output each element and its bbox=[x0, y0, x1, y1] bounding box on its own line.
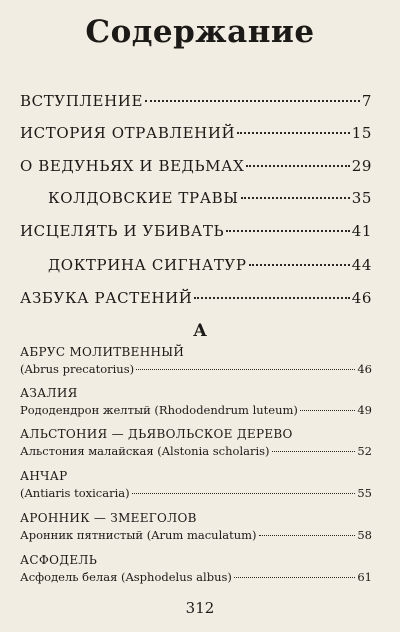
entry-subtitle: Аронник пятнистый (Arum maculatum) bbox=[20, 528, 257, 542]
entry-page: 55 bbox=[357, 486, 372, 500]
entry-heading: АРОННИК — ЗМЕЕГОЛОВ bbox=[20, 511, 197, 525]
entry-heading: АНЧАР bbox=[20, 469, 68, 483]
toc-label: КОЛДОВСКИЕ ТРАВЫ bbox=[48, 189, 239, 207]
dot-leader bbox=[300, 410, 355, 411]
toc-row bbox=[20, 92, 372, 110]
entry-row bbox=[20, 528, 372, 542]
dot-leader bbox=[194, 297, 349, 299]
entry-page: 49 bbox=[357, 403, 372, 417]
dot-leader bbox=[132, 493, 356, 494]
toc-page: 46 bbox=[351, 289, 372, 307]
entry-row bbox=[20, 403, 372, 417]
toc-page: 35 bbox=[351, 189, 372, 207]
toc-page: 15 bbox=[351, 124, 372, 142]
toc-label: АЗБУКА РАСТЕНИЙ bbox=[20, 289, 193, 307]
entry-row bbox=[20, 486, 372, 500]
toc-row bbox=[20, 124, 372, 142]
entry-row bbox=[20, 362, 372, 376]
entry-heading: АСФОДЕЛЬ bbox=[20, 553, 98, 567]
entry-subtitle: (Abrus precatorius) bbox=[20, 362, 135, 376]
entry-page: 46 bbox=[357, 362, 372, 376]
toc-page: 7 bbox=[361, 92, 372, 110]
toc-page: 41 bbox=[351, 222, 372, 240]
dot-leader bbox=[259, 535, 356, 536]
entry-page: 58 bbox=[357, 528, 372, 542]
entry-heading: АЗАЛИЯ bbox=[20, 386, 78, 400]
entry-subtitle: Рододендрон желтый (Rhododendrum luteum) bbox=[20, 403, 298, 417]
toc-row bbox=[48, 189, 372, 207]
entry-page: 61 bbox=[357, 570, 372, 584]
entry-subtitle: (Antiaris toxicaria) bbox=[20, 486, 130, 500]
page-title: Содержание bbox=[85, 14, 315, 50]
toc-page: 44 bbox=[351, 256, 372, 274]
dot-leader bbox=[226, 230, 350, 232]
dot-leader bbox=[272, 451, 356, 452]
entry-subtitle: Альстония малайская (Alstonia scholaris) bbox=[20, 444, 270, 458]
toc-row bbox=[20, 157, 372, 175]
section-letter: А bbox=[193, 321, 207, 341]
toc-row bbox=[48, 256, 372, 274]
entry-row bbox=[20, 444, 372, 458]
dot-leader bbox=[145, 100, 360, 102]
toc-label: ИСЦЕЛЯТЬ И УБИВАТЬ bbox=[20, 222, 225, 240]
toc-label: ДОКТРИНА СИГНАТУР bbox=[48, 256, 247, 274]
dot-leader bbox=[249, 264, 350, 266]
dot-leader bbox=[237, 132, 349, 134]
entry-heading: АБРУС МОЛИТВЕННЫЙ bbox=[20, 345, 185, 359]
toc-row bbox=[20, 222, 372, 240]
toc-row bbox=[20, 289, 372, 307]
dot-leader bbox=[136, 369, 355, 370]
dot-leader bbox=[234, 577, 355, 578]
toc-label: О ВЕДУНЬЯХ И ВЕДЬМАХ bbox=[20, 157, 245, 175]
toc-page: 29 bbox=[351, 157, 372, 175]
toc-label: ВСТУПЛЕНИЕ bbox=[20, 92, 144, 110]
toc-label: ИСТОРИЯ ОТРАВЛЕНИЙ bbox=[20, 124, 236, 142]
entry-row bbox=[20, 570, 372, 584]
page-number: 312 bbox=[185, 599, 215, 617]
dot-leader bbox=[246, 165, 349, 167]
entry-subtitle: Асфодель белая (Asphodelus albus) bbox=[20, 570, 232, 584]
entry-page: 52 bbox=[357, 444, 372, 458]
entry-heading: АЛЬСТОНИЯ — ДЬЯВОЛЬСКОЕ ДЕРЕВО bbox=[20, 427, 293, 441]
dot-leader bbox=[241, 197, 350, 199]
